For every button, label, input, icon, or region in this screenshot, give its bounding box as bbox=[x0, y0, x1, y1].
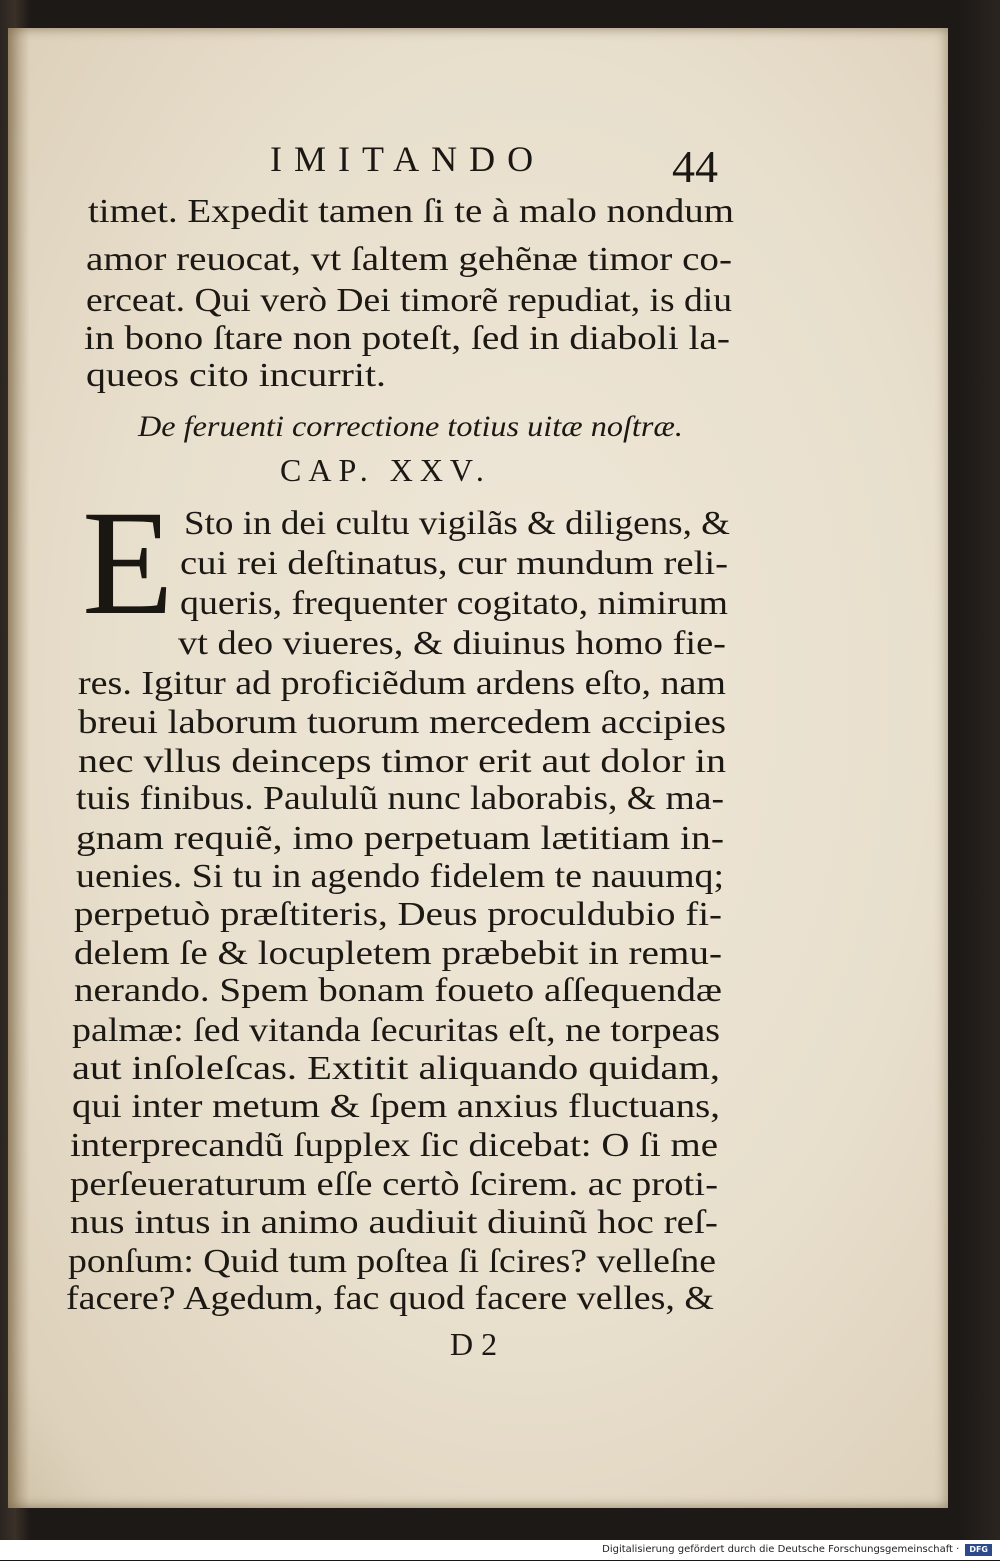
footer-credit-text: Digitalisierung gefördert durch die Deutsche Forschungsgemeinschaft · bbox=[602, 1544, 960, 1555]
text-line: qui inter metum & ſpem anxius fluctuans, bbox=[72, 1088, 720, 1125]
dfg-logo-icon: DFG bbox=[965, 1544, 992, 1556]
text-line: tuis finibus. Paululũ nunc laborabis, & ma- bbox=[76, 780, 724, 817]
text-line: ponſum: Quid tum poſtea ſi ſcires? velleſne bbox=[68, 1243, 717, 1280]
signature-mark: D 2 bbox=[450, 1326, 498, 1362]
drop-cap-initial: E bbox=[82, 480, 174, 646]
text-line: interprecandũ ſupplex ſic dicebat: O ſi me bbox=[70, 1127, 719, 1164]
text-line: res. Igitur ad proficiẽdum ardens eſto, nam bbox=[78, 665, 726, 702]
text-line: perpetuò præſtiteris, Deus proculdubio fi- bbox=[74, 896, 722, 933]
text-line: nec vllus deinceps timor erit aut dolor in bbox=[78, 743, 726, 780]
text-line: palmæ: ſed vitanda ſecuritas eſt, ne torpeas bbox=[72, 1012, 720, 1049]
text-line: gnam requiẽ, imo perpetuam lætitiam in- bbox=[76, 820, 724, 857]
text-line: queris, frequenter cogitato, nimirum bbox=[180, 585, 728, 622]
text-line: breui laborum tuorum mercedem accipies bbox=[78, 704, 726, 741]
text-line: aut inſoleſcas. Extitit aliquando quidam, bbox=[72, 1050, 720, 1087]
page-edge-stain bbox=[8, 28, 30, 1508]
text-line: facere? Agedum, fac quod facere velles, & bbox=[66, 1280, 714, 1317]
chapter-number: CAP. XXV. bbox=[280, 452, 491, 488]
text-line: in bono ſtare non poteſt, ſed in diaboli la- bbox=[84, 320, 730, 357]
footer-credit-bar bbox=[0, 1540, 1000, 1560]
text-line: delem ſe & locupletem præbebit in remu- bbox=[74, 935, 722, 972]
text-line: amor reuocat, vt ſaltem gehẽnæ timor co- bbox=[86, 241, 733, 278]
text-line: nerando. Spem bonam foueto aſſequendæ bbox=[74, 972, 722, 1009]
text-line: queos cito incurrit. bbox=[86, 357, 386, 394]
page-number: 44 bbox=[672, 141, 718, 192]
text-line: nus intus in animo audiuit diuinũ hoc reſ- bbox=[70, 1204, 718, 1241]
chapter-heading: De feruenti correctione totius uitæ noſtræ. bbox=[138, 410, 683, 443]
text-line: Sto in dei cultu vigilãs & diligens, & bbox=[184, 505, 730, 542]
running-head-title: IMITANDO bbox=[270, 139, 546, 179]
text-line: vt deo viueres, & diuinus homo fie- bbox=[178, 625, 726, 662]
text-line: uenies. Si tu in agendo fidelem te nauumq; bbox=[76, 858, 724, 895]
text-line: erceat. Qui verò Dei timorẽ repudiat, is diu bbox=[86, 282, 732, 319]
text-line: cui rei deſtinatus, cur mundum reli- bbox=[180, 545, 728, 582]
text-line: timet. Expedit tamen ſi te à malo nondum bbox=[88, 193, 735, 230]
text-line: perſeueraturum eſſe certò ſcirem. ac proti- bbox=[70, 1166, 718, 1203]
